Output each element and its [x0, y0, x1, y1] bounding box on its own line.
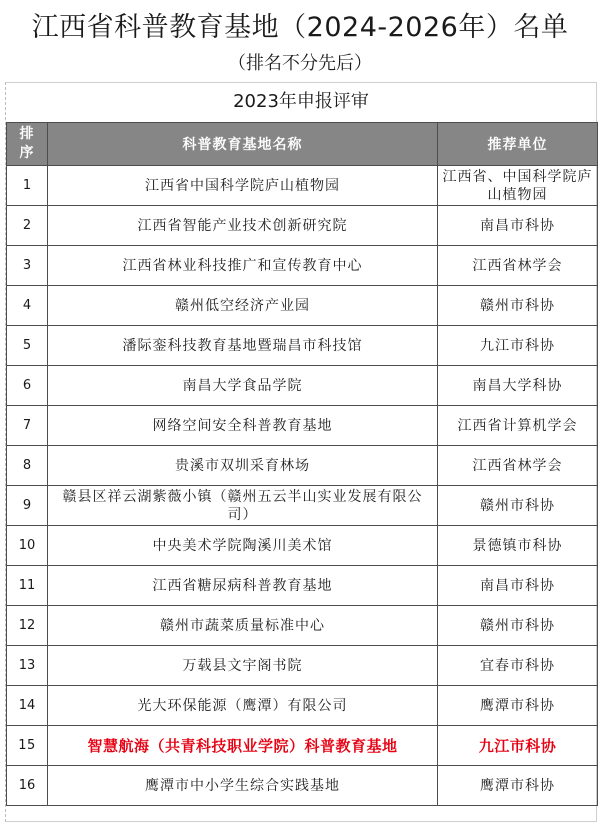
table-row: [7, 526, 598, 566]
recommending-unit: 鹰潭市科协: [438, 686, 598, 726]
table-row: [7, 726, 598, 766]
document-subtitle: （排名不分先后）: [228, 53, 372, 74]
row-number: 12: [7, 606, 48, 646]
base-list-table: [6, 122, 598, 806]
base-name: 赣州市蔬菜质量标准中心: [48, 606, 438, 646]
table-row: [7, 486, 598, 526]
base-name: 万载县文宇阁书院: [48, 646, 438, 686]
table-row: [7, 246, 598, 286]
row-number: 10: [7, 526, 48, 566]
row-number: 14: [7, 686, 48, 726]
row-number: 1: [7, 166, 48, 206]
base-name: 赣州低空经济产业园: [48, 286, 438, 326]
table-header-row: [7, 123, 598, 166]
recommending-unit: 江西省林学会: [438, 246, 598, 286]
row-number: 16: [7, 766, 48, 806]
table-row: [7, 326, 598, 366]
base-name: 潘际銮科技教育基地暨瑞昌市科技馆: [48, 326, 438, 366]
row-number: 8: [7, 446, 48, 486]
table-row: [7, 646, 598, 686]
recommending-unit: 江西省林学会: [438, 446, 598, 486]
recommending-unit: 赣州市科协: [438, 486, 598, 526]
base-name: 中央美术学院陶溪川美术馆: [48, 526, 438, 566]
recommending-unit: 赣州市科协: [438, 286, 598, 326]
base-name: 南昌大学食品学院: [48, 366, 438, 406]
base-name: 网络空间安全科普教育基地: [48, 406, 438, 446]
table-row: [7, 686, 598, 726]
row-number: 4: [7, 286, 48, 326]
base-name: 江西省中国科学院庐山植物园: [48, 166, 438, 206]
recommending-unit: 九江市科协: [438, 726, 598, 766]
row-number: 6: [7, 366, 48, 406]
recommending-unit: 南昌市科协: [438, 206, 598, 246]
base-name: 江西省智能产业技术创新研究院: [48, 206, 438, 246]
recommending-unit: 江西省计算机学会: [438, 406, 598, 446]
base-name: 光大环保能源（鹰潭）有限公司: [48, 686, 438, 726]
row-number: 11: [7, 566, 48, 606]
row-number: 3: [7, 246, 48, 286]
header-seq: [7, 123, 48, 166]
header-name: 科普教育基地名称: [48, 123, 438, 166]
table-row: [7, 286, 598, 326]
table-row: [7, 766, 598, 806]
table-row: [7, 446, 598, 486]
header-unit: 推荐单位: [438, 123, 598, 166]
recommending-unit: 鹰潭市科协: [438, 766, 598, 806]
base-name: 鹰潭市中小学生综合实践基地: [48, 766, 438, 806]
recommending-unit: 江西省、中国科学院庐山植物园: [438, 166, 598, 206]
row-number: 9: [7, 486, 48, 526]
table-row: [7, 366, 598, 406]
row-number: 15: [7, 726, 48, 766]
base-name: 贵溪市双圳采育林场: [48, 446, 438, 486]
recommending-unit: 赣州市科协: [438, 606, 598, 646]
table-row: [7, 206, 598, 246]
recommending-unit: 景德镇市科协: [438, 526, 598, 566]
table-row: [7, 566, 598, 606]
row-number: 5: [7, 326, 48, 366]
table-row: [7, 606, 598, 646]
base-name: 江西省林业科技推广和宣传教育中心: [48, 246, 438, 286]
table-row: [7, 406, 598, 446]
recommending-unit: 南昌大学科协: [438, 366, 598, 406]
row-number: 7: [7, 406, 48, 446]
table-row: [7, 166, 598, 206]
header-seq-top: 排: [19, 126, 35, 142]
recommending-unit: 宜春市科协: [438, 646, 598, 686]
base-name: 赣县区祥云湖紫薇小镇（赣州五云半山实业发展有限公司）: [48, 486, 438, 526]
recommending-unit: 南昌市科协: [438, 566, 598, 606]
recommending-unit: 九江市科协: [438, 326, 598, 366]
row-number: 13: [7, 646, 48, 686]
header-seq-bottom: 序: [19, 145, 35, 161]
base-name: 智慧航海（共青科技职业学院）科普教育基地: [48, 726, 438, 766]
section-title: 2023年申报评审: [233, 91, 369, 112]
row-number: 2: [7, 206, 48, 246]
base-name: 江西省糖尿病科普教育基地: [48, 566, 438, 606]
document-title: 江西省科普教育基地（2024-2026年）名单: [31, 12, 569, 43]
